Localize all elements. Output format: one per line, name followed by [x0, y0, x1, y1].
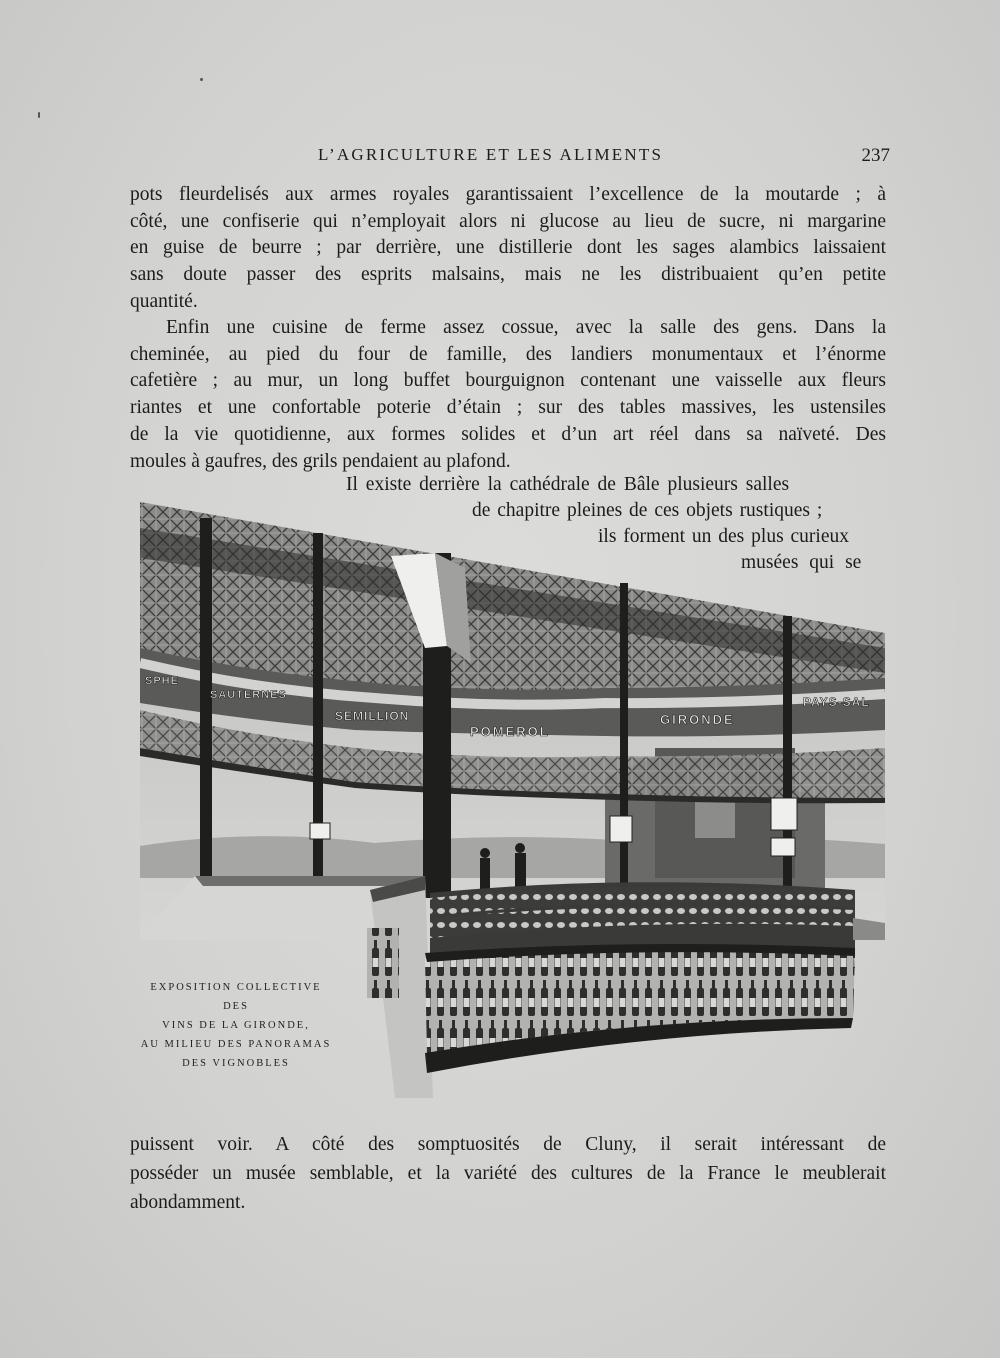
caption-line: EXPOSITION COLLECTIVE: [150, 982, 322, 993]
running-title: L’AGRICULTURE ET LES ALIMENTS: [318, 145, 664, 164]
signboard-gironde: GIRONDE: [660, 712, 735, 727]
text-line: riantes et une confortable poterie d’étain ; sur des tables massives, les ustensiles: [130, 397, 886, 419]
caption-line: AU MILIEU DES PANORAMAS: [140, 1039, 332, 1050]
text-line: quantité.: [130, 290, 198, 312]
wrap-text-line: ils forment un des plus curieux: [598, 526, 849, 547]
text-line: puissent voir. A côté des somptuosités de Cluny, il serait intéressant de: [130, 1134, 886, 1155]
text-line: cafetière ; au mur, un long buffet bourguignon contenant une vaisselle aux fleurs: [130, 370, 886, 392]
signboard-pays-sal: PAYS-SAL: [803, 695, 870, 709]
speck: [200, 78, 203, 81]
text-line: moules à gaufres, des grils pendaient au plafond.: [130, 450, 511, 472]
speck: [38, 112, 40, 118]
page-header: [130, 145, 890, 169]
illustration-caption: [138, 978, 334, 1073]
signboard-pomerol: POMEROL: [470, 724, 550, 739]
text-line: pots fleurdelisés aux armes royales garantissaient l’excellence de la moutarde ; à: [130, 184, 886, 205]
page-number: 237: [861, 145, 890, 166]
text-line: Enfin une cuisine de ferme assez cossue, avec la salle des gens. Dans la: [166, 317, 886, 338]
paragraph-3-continuation: [130, 1130, 886, 1217]
signboard-semillion: SEMILLION: [335, 709, 410, 723]
caption-line: DES: [223, 1001, 249, 1012]
text-line: posséder un musée semblable, et la variété des cultures de la France le meublerait: [130, 1163, 886, 1184]
caption-line: VINS DE LA GIRONDE,: [162, 1020, 310, 1031]
text-line: en guise de beurre ; par derrière, une distillerie dont les sages alambics laissaient: [130, 237, 886, 259]
text-line: côté, une confiserie qui n’employait alors ni glucose au lieu de sucre, ni margarine: [130, 210, 886, 232]
text-line: sans doute passer des esprits malsains, mais ne les distribuaient qu’en petite: [130, 264, 886, 286]
paragraph-2: [130, 315, 886, 475]
text-line: cheminée, au pied du four de famille, des landiers monumentaux et l’énorme: [130, 343, 886, 365]
signboard-sauternes: SAUTERNES: [210, 689, 287, 701]
caption-line: DES VIGNOBLES: [182, 1058, 290, 1069]
text-line: abondamment.: [130, 1192, 246, 1213]
text-line: de la vie quotidienne, aux formes solides et d’un art réel dans sa naïveté. Des: [130, 423, 886, 445]
wrap-text-line: musées qui se: [741, 552, 862, 573]
wrap-text-line: Il existe derrière la cathédrale de Bâle plusieurs salles: [346, 474, 790, 495]
signboard-sphe: SPHE: [145, 675, 179, 687]
paragraph-1: [130, 182, 886, 316]
wrap-text-line: de chapitre pleines de ces objets rustiques ;: [472, 500, 823, 521]
